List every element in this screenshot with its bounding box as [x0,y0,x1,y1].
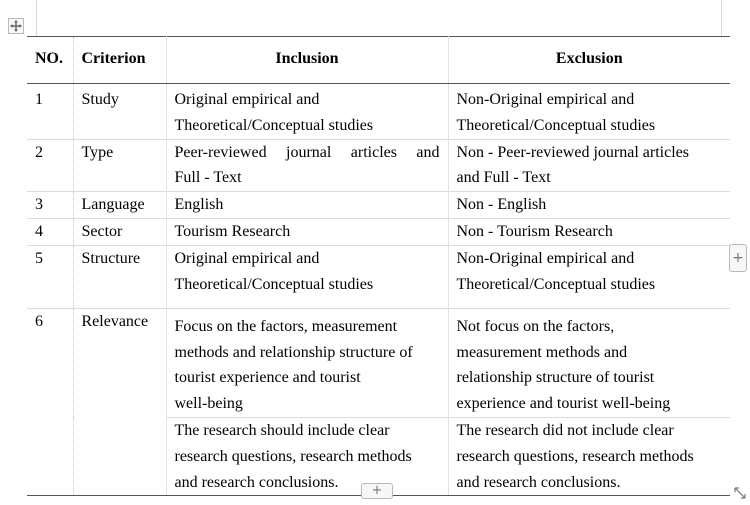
cell-line: Focus on the factors, measurement [174,317,398,335]
inclusion-cell [166,84,448,140]
exclusion-cell [448,308,730,417]
row-criterion: Structure [73,245,166,308]
table-header-row [27,37,730,84]
table-row [27,308,730,417]
page-margin-guide-left [36,0,37,36]
cell-line: Theoretical/Conceptual studies [456,275,656,293]
cell-line: Non-Original empirical and [456,91,635,108]
cell-line: and Full - Text [456,169,551,187]
inclusion-cell: English [166,192,448,219]
cell-line: Original empirical and [174,249,320,267]
cell-line: Peer-reviewed journal articles and [174,143,440,161]
inclusion-cell: Tourism Research [166,218,448,245]
cell-line: Theoretical/Conceptual studies [174,275,374,293]
cell-line: measurement methods and [456,343,628,361]
cell-line: Non - Peer-reviewed journal articles [456,143,689,161]
table-move-handle-icon[interactable] [8,18,24,34]
criteria-table [27,36,730,496]
row-number: 3 [27,192,73,219]
cell-line: Full - Text [174,169,242,187]
page-margin-guide-right [721,0,722,36]
row-criterion: Study [73,84,166,140]
cell-line: Theoretical/Conceptual studies [456,116,656,134]
inclusion-cell [166,245,448,308]
add-row-button[interactable]: + [729,244,747,272]
cell-line: Original empirical and [174,91,320,108]
header-criterion: Criterion [73,37,166,84]
cell-line: methods and relationship structure of [174,343,413,361]
cell-line: Not focus on the factors, [456,317,615,335]
inclusion-cell [166,308,448,417]
cell-line: relationship structure of tourist [456,369,655,387]
cell-line: The research should include clear [174,421,390,439]
row-criterion: Type [73,139,166,192]
cell-line: The research did not include clear [456,421,674,439]
cell-line: and research conclusions. [174,473,339,491]
cell-line: tourist experience and tourist [174,369,361,387]
header-inclusion: Inclusion [166,37,448,84]
header-no: NO. [27,37,73,84]
row-number: 4 [27,218,73,245]
row-criterion: Language [73,192,166,219]
cell-line: and research conclusions. [456,473,621,491]
header-exclusion: Exclusion [448,37,730,84]
table-row [27,139,730,192]
row-criterion: Sector [73,218,166,245]
row-number: 5 [27,245,73,308]
inclusion-cell [166,139,448,192]
table-row [27,192,730,219]
cell-line: Theoretical/Conceptual studies [174,116,374,134]
row-number: 1 [27,84,73,140]
exclusion-cell: Non - English [448,192,730,219]
row-number: 6 [27,308,73,496]
row-criterion: Relevance [73,308,166,496]
exclusion-cell [448,417,730,495]
table-row [27,245,730,308]
exclusion-cell: Non - Tourism Research [448,218,730,245]
exclusion-cell [448,84,730,140]
cell-line: research questions, research methods [456,447,694,465]
add-column-button[interactable]: + [361,483,393,499]
exclusion-cell [448,139,730,192]
table-resize-icon[interactable] [733,486,747,500]
cell-line: experience and tourist well-being [456,395,671,413]
cell-line: Non-Original empirical and [456,249,635,267]
cell-line: research questions, research methods [174,447,412,465]
inclusion-cell [166,417,448,495]
table-row [27,84,730,140]
cell-line: well-being [174,395,243,413]
exclusion-cell [448,245,730,308]
table-row [27,218,730,245]
row-number: 2 [27,139,73,192]
